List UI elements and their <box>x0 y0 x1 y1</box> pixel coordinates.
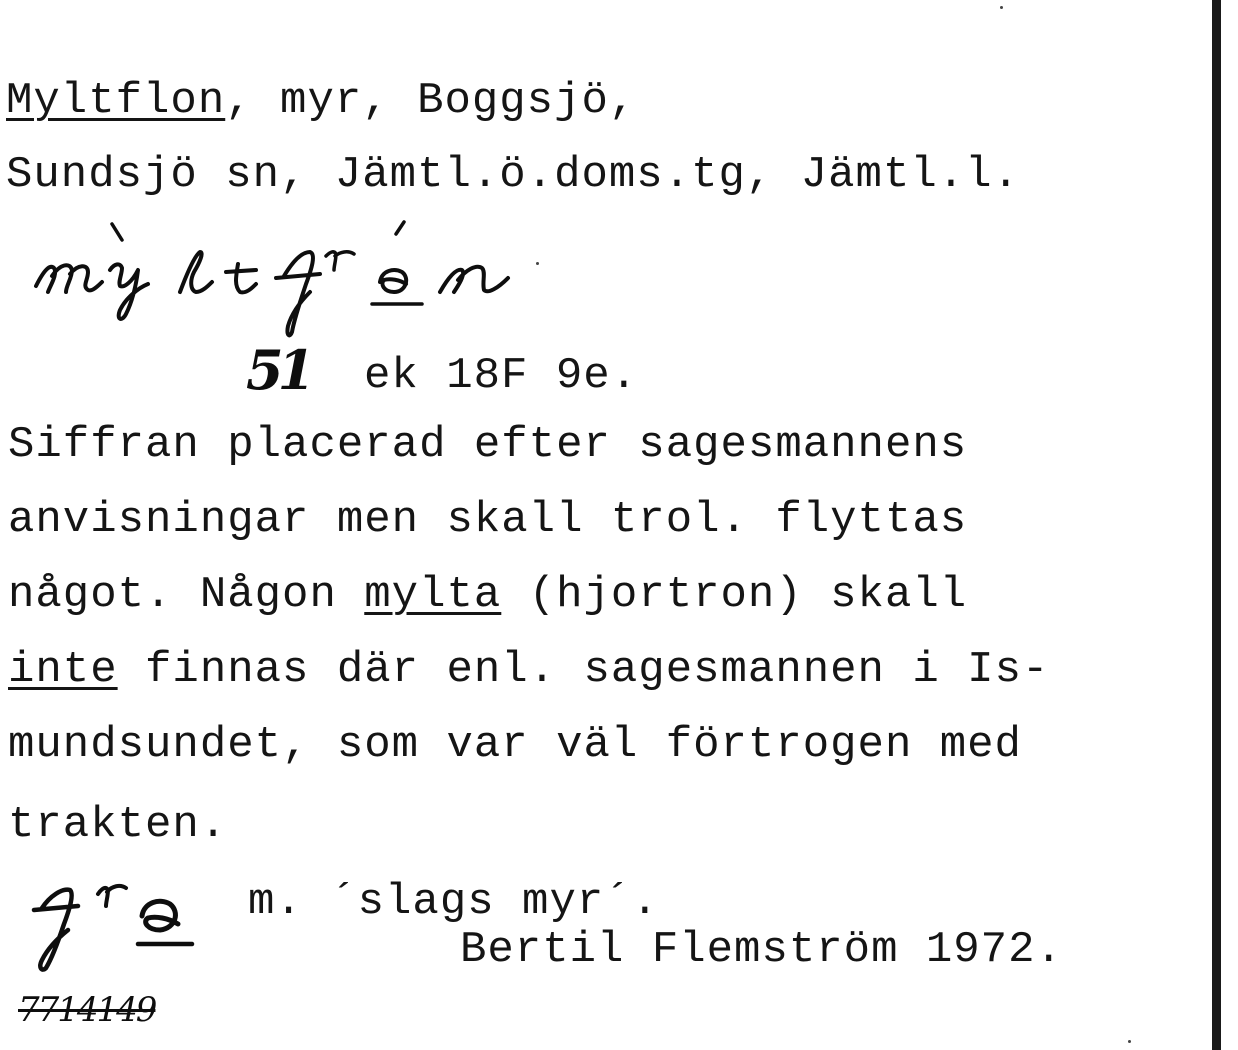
note-line <box>8 570 967 620</box>
note-line: trakten. <box>8 800 228 850</box>
underlined-word: inte <box>8 645 118 695</box>
speck <box>1000 6 1003 9</box>
entry-rest: , myr, Boggsjö, <box>225 76 637 126</box>
phonetic-transcription-icon <box>30 212 550 342</box>
underlined-word: mylta <box>364 570 502 620</box>
note-text: (hjortron) skall <box>501 570 968 620</box>
note-line: mundsundet, som var väl förtrogen med <box>8 720 1022 770</box>
entry-heading <box>6 76 636 126</box>
entry-word: Myltflon <box>6 76 226 126</box>
gloss: m. ´slags myr´. <box>248 877 660 927</box>
speck <box>1128 1040 1131 1043</box>
map-reference-number: 51 <box>246 338 310 402</box>
note-line <box>8 645 1049 695</box>
note-line: Siffran placerad efter sagesmannens <box>8 420 968 470</box>
note-line: anvisningar men skall trol. flyttas <box>8 495 968 545</box>
phonetic-stem-icon <box>20 868 220 978</box>
map-reference-text: ek 18F 9e. <box>364 351 639 401</box>
archive-number: 7714149 <box>18 990 156 1030</box>
location-line: Sundsjö sn, Jämtl.ö.doms.tg, Jämtl.l. <box>6 150 1020 200</box>
card-edge-line <box>1212 0 1221 1050</box>
note-text: finnas där enl. sagesmannen i Is- <box>117 645 1050 695</box>
signature: Bertil Flemström 1972. <box>460 925 1063 975</box>
note-text: något. Någon <box>8 570 365 620</box>
